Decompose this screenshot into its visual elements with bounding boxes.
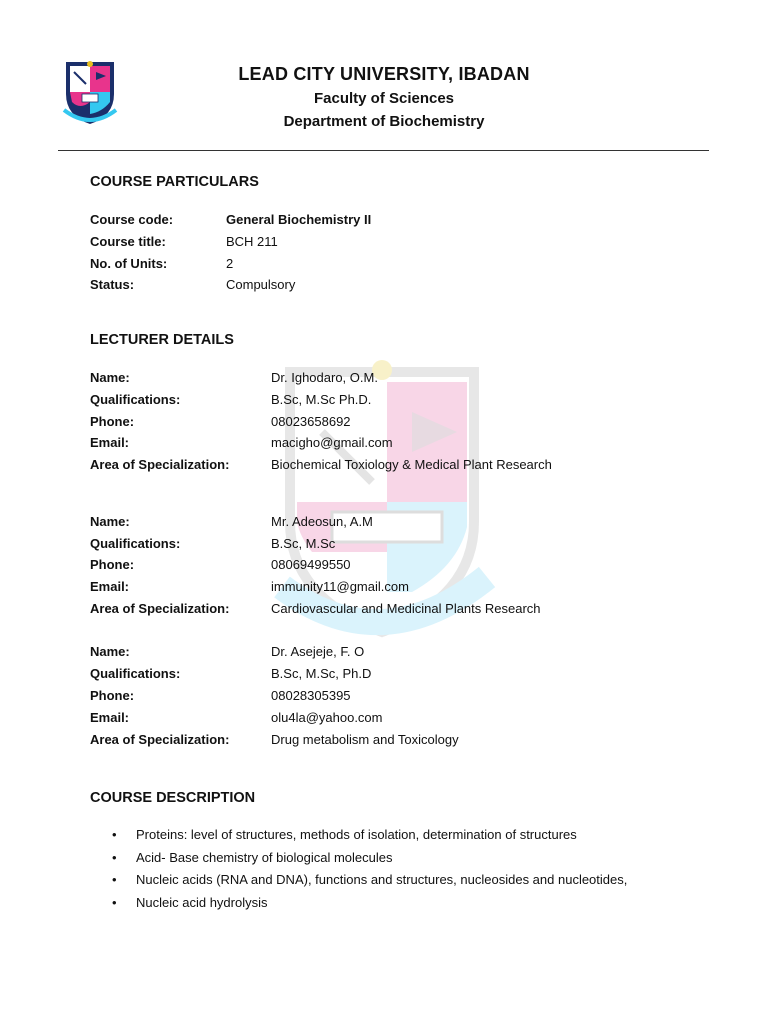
qualifications-label: Qualifications:: [90, 536, 181, 551]
course-description-list: [112, 824, 627, 914]
list-item: [112, 869, 627, 892]
name-label: Name:: [90, 514, 130, 529]
lecturer-name: Dr. Ighodaro, O.M.: [271, 370, 378, 385]
area-label: Area of Specialization:: [90, 457, 230, 472]
faculty-name: Faculty of Sciences: [313, 90, 455, 107]
lecturer-name: Dr. Asejeje, F. O: [271, 644, 365, 659]
lecturer-qualifications: B.Sc, M.Sc Ph.D.: [271, 392, 372, 407]
list-item: [112, 892, 627, 915]
lecturer-phone: 08069499550: [271, 557, 351, 572]
department-name: Department of Biochemistry: [283, 113, 485, 130]
bullet-icon: •: [112, 872, 117, 887]
area-label: Area of Specialization:: [90, 601, 230, 616]
lecturer-email: olu4la@yahoo.com: [271, 710, 383, 725]
qualifications-label: Qualifications:: [90, 666, 181, 681]
course-title-value: BCH 211: [226, 234, 278, 249]
area-label: Area of Specialization:: [90, 732, 230, 747]
course-code-label: Course code:: [90, 212, 174, 227]
name-label: Name:: [90, 644, 130, 659]
lecturer-area: Drug metabolism and Toxicology: [271, 732, 459, 747]
bullet-icon: •: [112, 894, 117, 910]
lecturer-phone: 08028305395: [271, 688, 351, 703]
lecturer-phone: 08023658692: [271, 414, 351, 429]
header-divider: [58, 150, 709, 151]
list-item-text: Acid- Base chemistry of biological molecules: [136, 849, 393, 865]
phone-label: Phone:: [90, 688, 135, 703]
list-item-text: Nucleic acid hydrolysis: [136, 894, 268, 910]
qualifications-label: Qualifications:: [90, 392, 181, 407]
units-value: 2: [226, 256, 234, 271]
lecturer-area: Cardiovascular and Medicinal Plants Research: [271, 601, 541, 616]
email-label: Email:: [90, 435, 130, 450]
units-label: No. of Units:: [90, 256, 168, 271]
list-item: [112, 847, 627, 870]
email-label: Email:: [90, 710, 130, 725]
phone-label: Phone:: [90, 557, 135, 572]
status-value: Compulsory: [226, 277, 296, 292]
email-label: Email:: [90, 579, 130, 594]
lecturer-details-heading: LECTURER DETAILS: [90, 332, 234, 348]
status-label: Status:: [90, 277, 135, 292]
course-particulars-heading: COURSE PARTICULARS: [90, 174, 259, 190]
phone-label: Phone:: [90, 414, 135, 429]
university-name: LEAD CITY UNIVERSITY, IBADAN: [238, 64, 530, 84]
bullet-icon: •: [112, 849, 117, 865]
course-title-label: Course title:: [90, 234, 166, 249]
lecturer-qualifications: B.Sc, M.Sc: [271, 536, 336, 551]
name-label: Name:: [90, 370, 130, 385]
lecturer-area: Biochemical Toxiology & Medical Plant Research: [271, 457, 552, 472]
course-description-heading: COURSE DESCRIPTION: [90, 790, 256, 806]
list-item: [112, 824, 627, 847]
list-item-text: Proteins: level of structures, methods of isolation, determination of structures: [136, 827, 577, 842]
lecturer-qualifications: B.Sc, M.Sc, Ph.D: [271, 666, 372, 681]
course-code-value: General Biochemistry II: [226, 212, 372, 227]
bullet-icon: •: [112, 827, 117, 842]
lecturer-email: macigho@gmail.com: [271, 435, 393, 450]
list-item-text: Nucleic acids (RNA and DNA), functions and structures, nucleosides and nucleotides,: [136, 872, 628, 887]
lecturer-email: immunity11@gmail.com: [271, 579, 409, 594]
lecturer-name: Mr. Adeosun, A.M: [271, 514, 373, 529]
